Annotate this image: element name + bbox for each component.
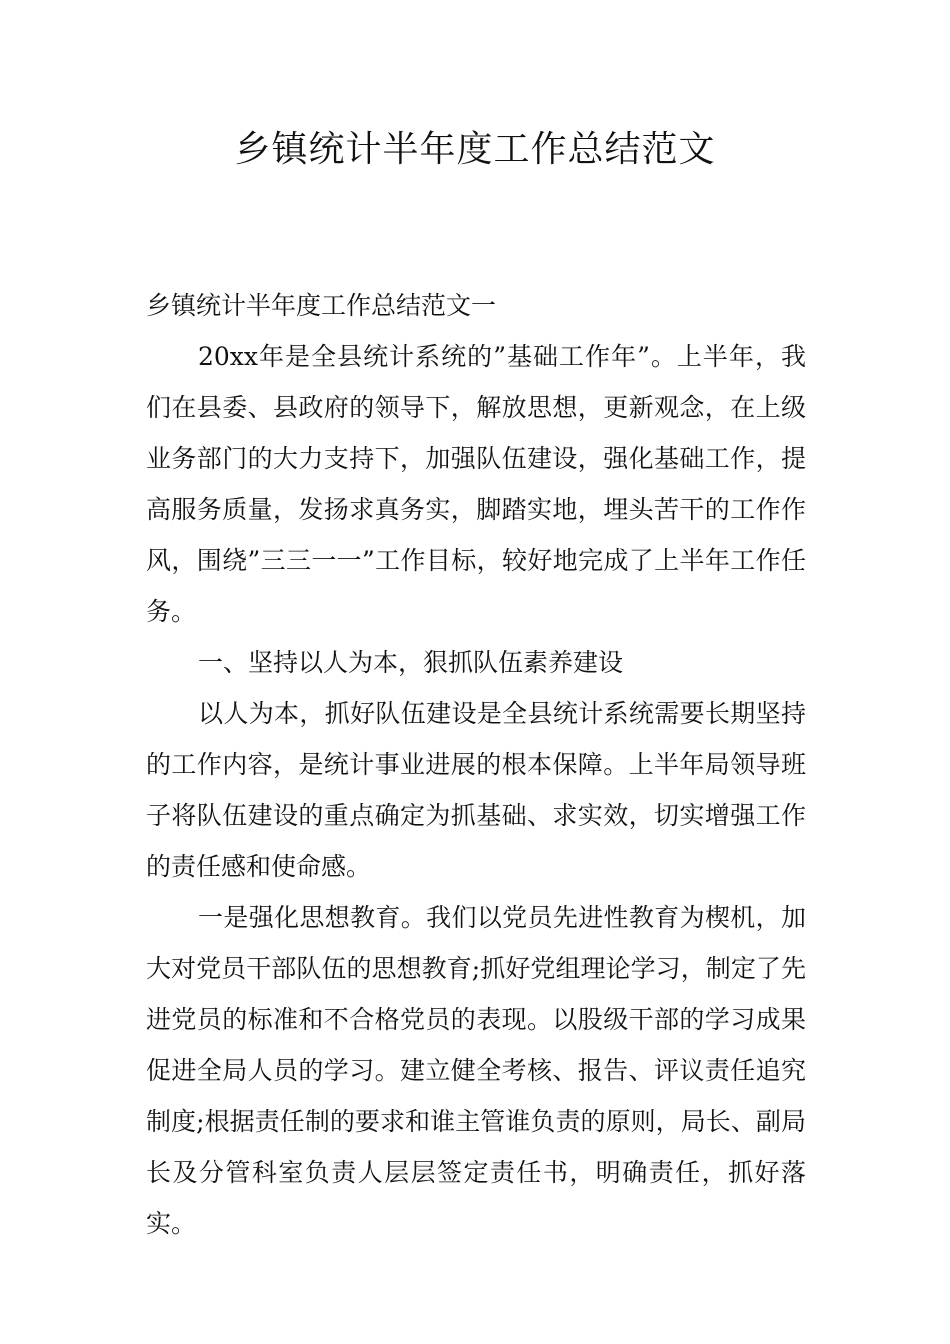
paragraph-people-first: 以人为本，抓好队伍建设是全县统计系统需要长期坚持的工作内容，是统计事业进展的根本保障。上半年局领导班子将队伍建设的重点确定为抓基础、求实效，切实增强工作的责任感和使命感。 bbox=[146, 699, 806, 881]
section-heading-1: 一、坚持以人为本，狠抓队伍素养建设 bbox=[198, 648, 624, 677]
document-title: 乡镇统计半年度工作总结范文 bbox=[234, 129, 716, 170]
paragraph-ideological-education: 一是强化思想教育。我们以党员先进性教育为楔机，加大对党员干部队伍的思想教育;抓好党组理论学习，制定了先进党员的标准和不合格党员的表现。以股级干部的学习成果促进全局人员的学习。建立健全考核、报告、评议责任追究制度;根据责任制的要求和谁主管谁负责的原则，局长、副局长及分管科室负责人层层签定责任书，明确责任，抓好落实。 bbox=[146, 903, 806, 1238]
document-subtitle: 乡镇统计半年度工作总结范文一 bbox=[146, 291, 497, 320]
document-body bbox=[146, 280, 806, 1249]
paragraph-intro: 20xx年是全县统计系统的”基础工作年”。上半年，我们在县委、县政府的领导下，解放思想，更新观念，在上级业务部门的大力支持下，加强队伍建设，强化基础工作，提高服务质量，发扬求真务实，脚踏实地，埋头苦干的工作作风，围绕”三三一一”工作目标，较好地完成了上半年工作任务。 bbox=[146, 342, 806, 626]
